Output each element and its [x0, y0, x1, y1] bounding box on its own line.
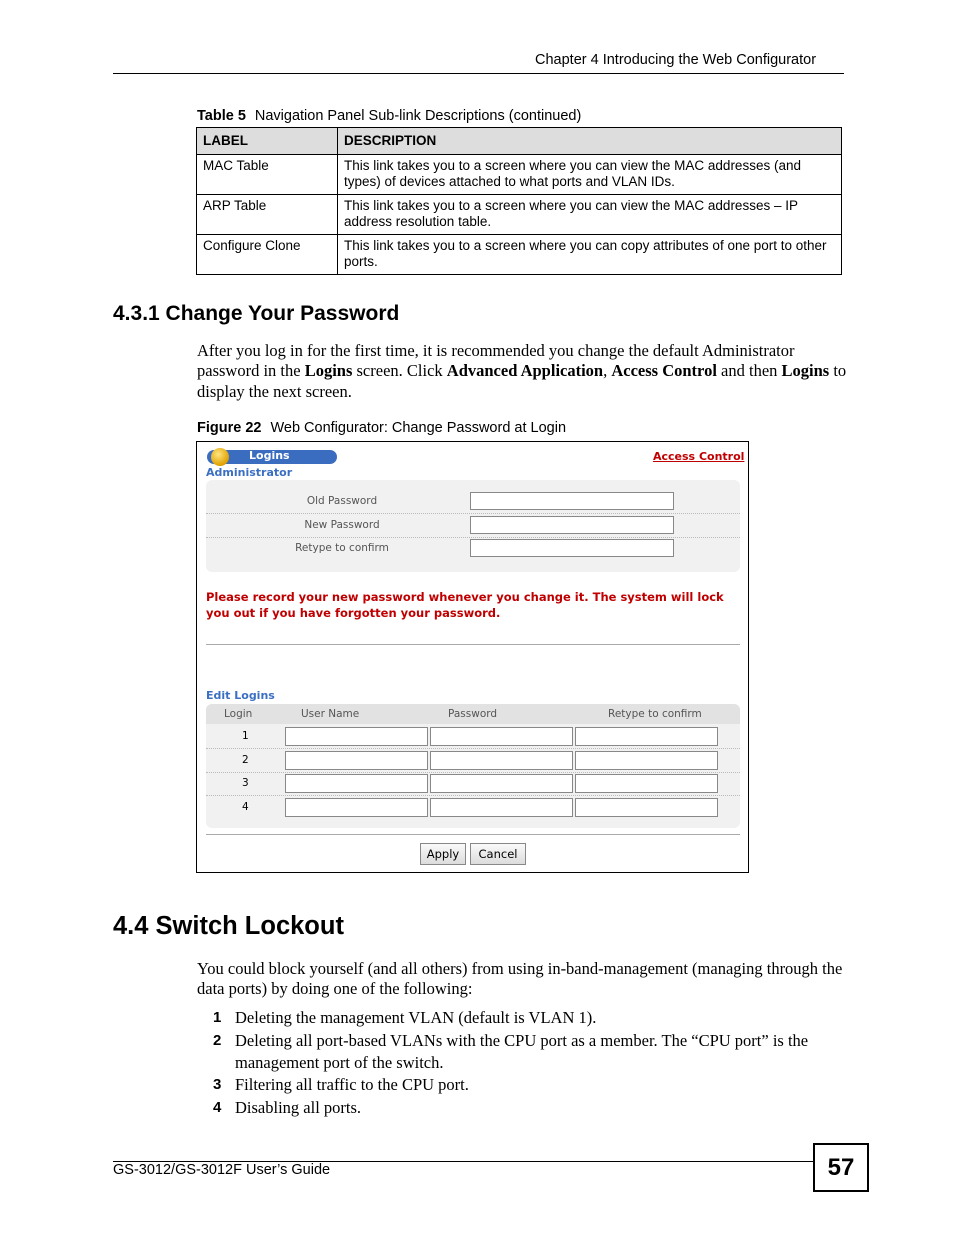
login-number: 3 — [242, 777, 249, 789]
cancel-button[interactable]: Cancel — [470, 843, 526, 865]
running-header: Chapter 4 Introducing the Web Configurator — [535, 52, 817, 68]
login-row — [206, 772, 740, 796]
retype-input[interactable] — [575, 751, 718, 770]
retype-input[interactable] — [575, 727, 718, 746]
administrator-label: Administrator — [206, 466, 293, 479]
row-label: Configure Clone — [197, 235, 338, 275]
bold-term: Access Control — [611, 361, 717, 381]
password-input[interactable] — [430, 751, 573, 770]
table-row — [197, 195, 842, 235]
list-text: Deleting all port-based VLANs with the CPU port as a member. The “CPU port” is the management port of the switch. — [235, 1031, 809, 1072]
header-rule — [113, 73, 844, 74]
list-text: Filtering all traffic to the CPU port. — [235, 1075, 469, 1094]
page-number: 57 — [813, 1143, 869, 1192]
list-item — [213, 1074, 853, 1096]
divider — [206, 834, 740, 835]
table-header-row — [197, 128, 842, 155]
text-run: screen. Click — [352, 361, 447, 381]
retype-input[interactable] — [575, 774, 718, 793]
nav-sublink-table — [196, 127, 842, 275]
user-name-input[interactable] — [285, 727, 428, 746]
bold-term: Logins — [781, 361, 830, 381]
text-run: to display the next screen. — [197, 361, 847, 401]
list-number: 2 — [213, 1032, 222, 1049]
new-password-label: New Password — [304, 519, 380, 531]
edit-logins-panel — [206, 704, 740, 828]
figure-caption-title: Web Configurator: Change Password at Login — [270, 420, 567, 436]
retype-password-row — [206, 537, 740, 560]
new-password-input[interactable] — [470, 516, 674, 534]
col-login-header: Login — [224, 708, 253, 720]
access-control-link[interactable]: Access Control — [653, 450, 745, 463]
section-heading-4-3-1: 4.3.1 Change Your Password — [113, 302, 400, 325]
user-name-input[interactable] — [285, 751, 428, 770]
bold-term: Logins — [304, 361, 353, 381]
login-row — [206, 796, 740, 819]
table-row — [197, 235, 842, 275]
login-number: 2 — [242, 754, 249, 766]
old-password-row — [206, 490, 740, 514]
login-row — [206, 749, 740, 773]
row-label: MAC Table — [197, 155, 338, 195]
divider — [206, 644, 740, 645]
list-number: 1 — [213, 1009, 222, 1026]
figure-caption-label: Figure 22 — [197, 420, 262, 436]
row-description: This link takes you to a screen where you can view the MAC addresses – IP address resolution table. — [338, 195, 842, 235]
text-run: , — [603, 361, 612, 381]
user-name-input[interactable] — [285, 798, 428, 817]
list-number: 3 — [213, 1076, 222, 1093]
logins-screen-figure — [196, 441, 749, 873]
col-label-header: LABEL — [197, 128, 338, 155]
footer-guide-title: GS-3012/GS-3012F User’s Guide — [113, 1162, 331, 1178]
old-password-label: Old Password — [306, 495, 378, 507]
list-text: Disabling all ports. — [235, 1098, 362, 1117]
col-user-name-header: User Name — [301, 708, 360, 720]
user-name-input[interactable] — [285, 774, 428, 793]
list-item — [213, 1007, 853, 1029]
screen-title: Logins — [249, 449, 290, 462]
password-warning: Please record your new password whenever you change it. The system will lock you out if you have forgotten your password. — [206, 590, 724, 620]
table-caption-title: Navigation Panel Sub-link Descriptions (continued) — [254, 108, 582, 124]
edit-logins-header — [206, 704, 740, 724]
edit-logins-label: Edit Logins — [206, 689, 275, 702]
row-description: This link takes you to a screen where you can view the MAC addresses (and types) of devices attached to what ports and VLAN IDs. — [338, 155, 842, 195]
text-run: and then — [716, 361, 782, 381]
table-caption — [197, 108, 581, 124]
login-number: 1 — [242, 730, 249, 742]
col-retype-header: Retype to confirm — [608, 708, 702, 720]
password-input[interactable] — [430, 774, 573, 793]
list-text: Deleting the management VLAN (default is VLAN 1). — [235, 1008, 597, 1027]
title-bullet-icon — [211, 448, 229, 466]
bold-term: Advanced Application — [446, 361, 604, 381]
col-password-header: Password — [448, 708, 498, 720]
retype-input[interactable] — [575, 798, 718, 817]
table-caption-label: Table 5 — [197, 108, 246, 124]
list-number: 4 — [213, 1099, 222, 1116]
col-description-header: DESCRIPTION — [338, 128, 842, 155]
list-item — [213, 1097, 853, 1119]
password-input[interactable] — [430, 798, 573, 817]
retype-password-input[interactable] — [470, 539, 674, 557]
login-row — [206, 725, 740, 749]
section-heading-4-4: 4.4 Switch Lockout — [113, 912, 344, 940]
login-number: 4 — [242, 801, 249, 813]
text-run: After you log in for the first time, it is recommended you change the default Administrator password in the — [197, 341, 795, 381]
section-intro: You could block yourself (and all others) from using in-band-management (managing through the data ports) by doing one of the following: — [197, 959, 843, 999]
password-panel — [206, 480, 740, 572]
table-row — [197, 155, 842, 195]
new-password-row — [206, 514, 740, 538]
row-label: ARP Table — [197, 195, 338, 235]
list-item — [213, 1030, 853, 1073]
retype-password-label: Retype to confirm — [295, 542, 389, 554]
old-password-input[interactable] — [470, 492, 674, 510]
figure-caption — [197, 420, 566, 436]
section-paragraph — [197, 341, 847, 402]
row-description: This link takes you to a screen where you can copy attributes of one port to other ports. — [338, 235, 842, 275]
apply-button[interactable]: Apply — [420, 843, 466, 865]
password-input[interactable] — [430, 727, 573, 746]
